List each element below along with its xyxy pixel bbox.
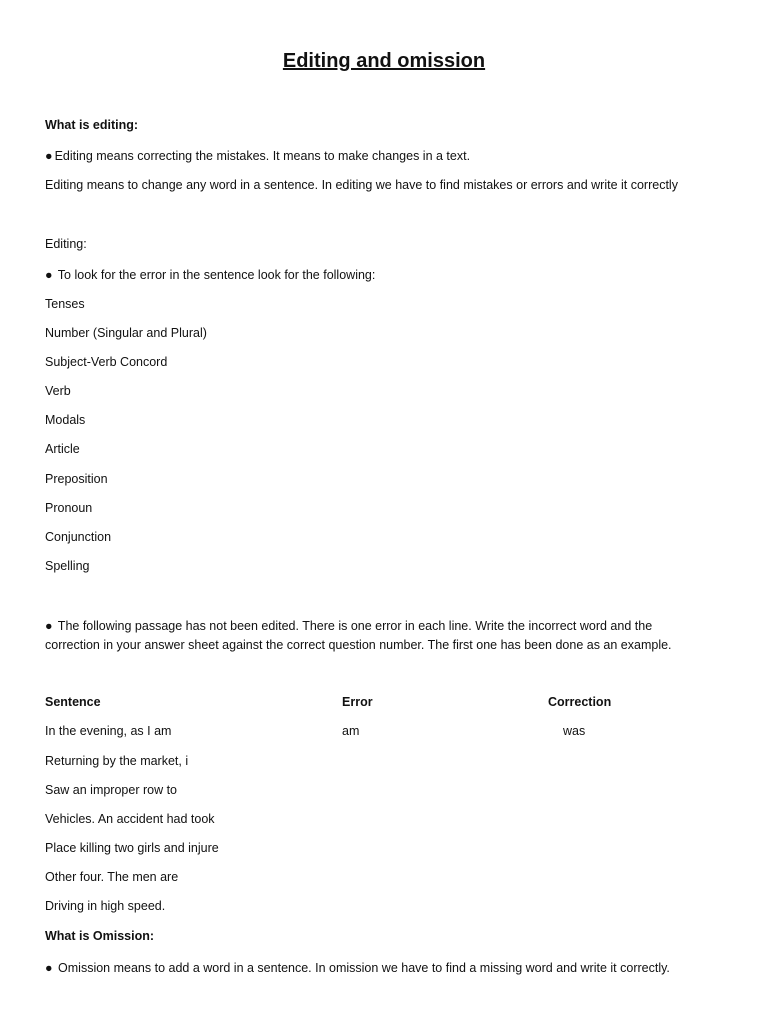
page-title: Editing and omission — [282, 50, 486, 72]
editing-definition-1-text: Editing means correcting the mistakes. It means to make changes in a text. — [54, 149, 471, 163]
table-row-sentence: Vehicles. An accident had took — [45, 812, 215, 826]
error-types-intro-text: To look for the error in the sentence look for the following: — [54, 268, 376, 282]
editing-subheading: Editing: — [45, 237, 87, 251]
table-header-sentence: Sentence — [45, 695, 101, 709]
editing-definition-1 — [45, 148, 470, 164]
table-row-sentence: Saw an improper row to — [45, 783, 178, 797]
editing-definition-2: Editing means to change any word in a sentence. In editing we have to find mistakes or errors and write it correctly — [45, 178, 678, 192]
error-type-item: Article — [45, 442, 80, 456]
passage-instruction — [45, 617, 705, 655]
error-type-item: Subject-Verb Concord — [45, 355, 168, 369]
table-row-sentence: Place killing two girls and injure — [45, 841, 219, 855]
omission-heading: What is Omission: — [45, 929, 155, 943]
error-type-item: Tenses — [45, 297, 85, 311]
error-type-item: Pronoun — [45, 501, 93, 515]
error-types-intro — [45, 267, 375, 283]
table-row-sentence: In the evening, as I am — [45, 724, 172, 738]
table-row-correction: was — [563, 724, 586, 738]
error-type-item: Modals — [45, 413, 86, 427]
editing-heading: What is editing: — [45, 118, 139, 132]
error-type-item: Spelling — [45, 559, 90, 573]
table-row-error: am — [342, 724, 360, 738]
table-row-sentence: Driving in high speed. — [45, 899, 166, 913]
table-row-sentence: Returning by the market, i — [45, 754, 189, 768]
error-type-item: Number (Singular and Plural) — [45, 326, 207, 340]
error-type-item: Preposition — [45, 472, 108, 486]
omission-definition — [45, 960, 670, 976]
table-header-error: Error — [342, 695, 373, 709]
table-header-correction: Correction — [548, 695, 612, 709]
error-type-item: Verb — [45, 384, 71, 398]
error-type-item: Conjunction — [45, 530, 112, 544]
omission-definition-text: Omission means to add a word in a sentence. In omission we have to find a missing word and write it correctly. — [54, 961, 670, 975]
passage-instruction-text: The following passage has not been edited. There is one error in each line. Write the incorrect word and the correction in your answer sheet against the correct question number. The first one has been done as an example. — [45, 619, 672, 652]
table-row-sentence: Other four. The men are — [45, 870, 179, 884]
